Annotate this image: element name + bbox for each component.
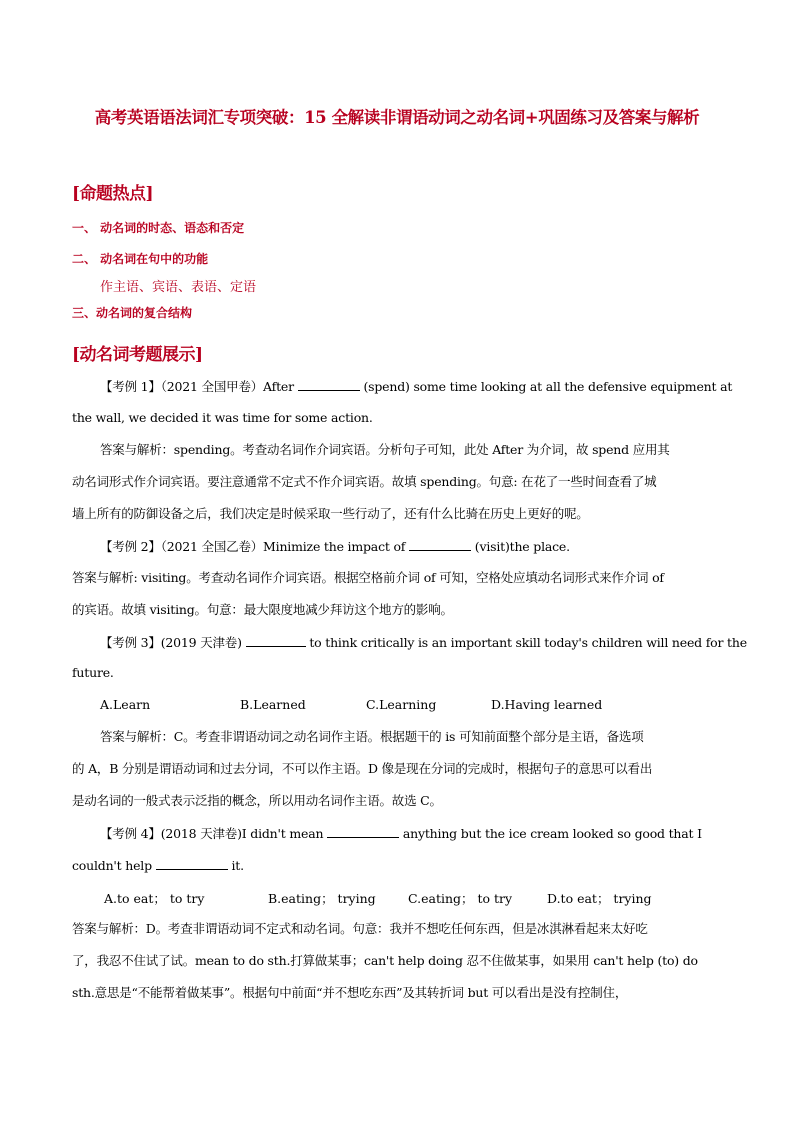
example-4-question-end: it. [231, 858, 244, 873]
example-3-answer-line-2: 的 A，B 分别是谓语动词和过去分词，不可以作主语。D 像是现在分词的完成时，根据句子的意思可以看出 [72, 761, 653, 776]
section-heading-exam-examples: [动名词考题展示] [72, 345, 203, 365]
example-3-question-prefix: 【考例 3】(2019 天津卷) [100, 635, 242, 650]
answer-blank [156, 857, 228, 870]
example-2-answer-line-2: 的宾语。故填 visiting。句意：最大限度地减少拜访这个地方的影响。 [72, 602, 453, 617]
example-4-question-line-2 [72, 857, 244, 874]
answer-blank [327, 825, 399, 838]
example-3-option-a: A.Learn [100, 697, 151, 712]
example-3-question-rest: to think critically is an important skill today's children will need for the [309, 635, 747, 650]
outline-item-2: 二、 动名词在句中的功能 [72, 252, 209, 266]
example-4-answer-line-3: sth.意思是“不能帮着做某事”。根据句中前面“并不想吃东西”及其转折词 but 可以看出是没有控制住， [72, 985, 628, 1000]
section-heading-hot-topics: [命题热点] [72, 184, 154, 204]
outline-subitem: 作主语、宾语、表语、定语 [100, 280, 257, 295]
example-4-answer-line-1: 答案与解析：D。考查非谓语动词不定式和动名词。句意：我并不想吃任何东西，但是冰淇淋看起来太好吃 [72, 921, 648, 936]
example-2-answer-line-1: 答案与解析: visiting。考查动名词作介词宾语。根据空格前介词 of 可知，空格处应填动名词形式来作介词 of [72, 570, 664, 585]
example-1-question-line-1 [100, 378, 732, 395]
answer-blank [298, 378, 360, 391]
example-3-question-line-2: future. [72, 665, 114, 680]
example-1-answer-line-2: 动名词形式作介词宾语。要注意通常不定式不作介词宾语。故填 spending。句意: 在花了一些时间查看了城 [72, 474, 657, 489]
example-2-question-line [100, 538, 570, 555]
example-4-question-prefix: 【考例 4】(2018 天津卷)I didn't mean [100, 826, 324, 841]
example-4-option-c: C.eating； to try [408, 891, 513, 906]
example-3-answer-line-3: 是动名词的一般式表示泛指的概念，所以用动名词作主语。故选 C。 [72, 793, 442, 808]
example-1-answer-line-1: 答案与解析：spending。考查动名词作介词宾语。分析句子可知，此处 After 为介词，故 spend 应用其 [100, 442, 670, 457]
outline-item-3: 三、动名词的复合结构 [72, 306, 193, 320]
example-2-question-prefix: 【考例 2】（2021 全国乙卷）Minimize the impact of [100, 539, 406, 554]
example-2-question-rest: (visit)the place. [474, 539, 570, 554]
example-1-question-line-2: the wall, we decided it was time for some action. [72, 410, 373, 425]
outline-item-1: 一、 动名词的时态、语态和否定 [72, 221, 245, 235]
example-1-question-prefix: 【考例 1】（2021 全国甲卷）After [100, 379, 294, 394]
example-4-option-b: B.eating； trying [268, 891, 376, 906]
example-4-option-d: D.to eat； trying [547, 891, 652, 906]
example-3-option-c: C.Learning [366, 697, 437, 712]
answer-blank [409, 538, 471, 551]
answer-blank [246, 634, 306, 647]
example-4-question-prefix-2: couldn't help [72, 858, 152, 873]
example-4-answer-line-2: 了，我忍不住试了试。mean to do sth.打算做某事；can't help doing 忍不住做某事，如果用 can't help (to) do [72, 953, 698, 968]
example-4-question-rest: anything but the ice cream looked so good that I [402, 826, 702, 841]
example-3-question-line-1 [100, 634, 747, 651]
page-title: 高考英语语法词汇专项突破：15 全解读非谓语动词之动名词+巩固练习及答案与解析 [94, 108, 700, 127]
example-4-question-line-1 [100, 825, 702, 842]
example-1-answer-line-3: 墙上所有的防御设备之后，我们决定是时候采取一些行动了，还有什么比骑在历史上更好的呢。 [72, 506, 589, 521]
example-3-answer-line-1: 答案与解析：C。考查非谓语动词之动名词作主语。根据题干的 is 可知前面整个部分是主语，备选项 [100, 729, 644, 744]
example-3-option-b: B.Learned [240, 697, 306, 712]
example-3-option-d: D.Having learned [491, 697, 603, 712]
example-4-option-a: A.to eat； to try [104, 891, 205, 906]
example-1-question-rest: (spend) some time looking at all the defensive equipment at [363, 379, 733, 394]
